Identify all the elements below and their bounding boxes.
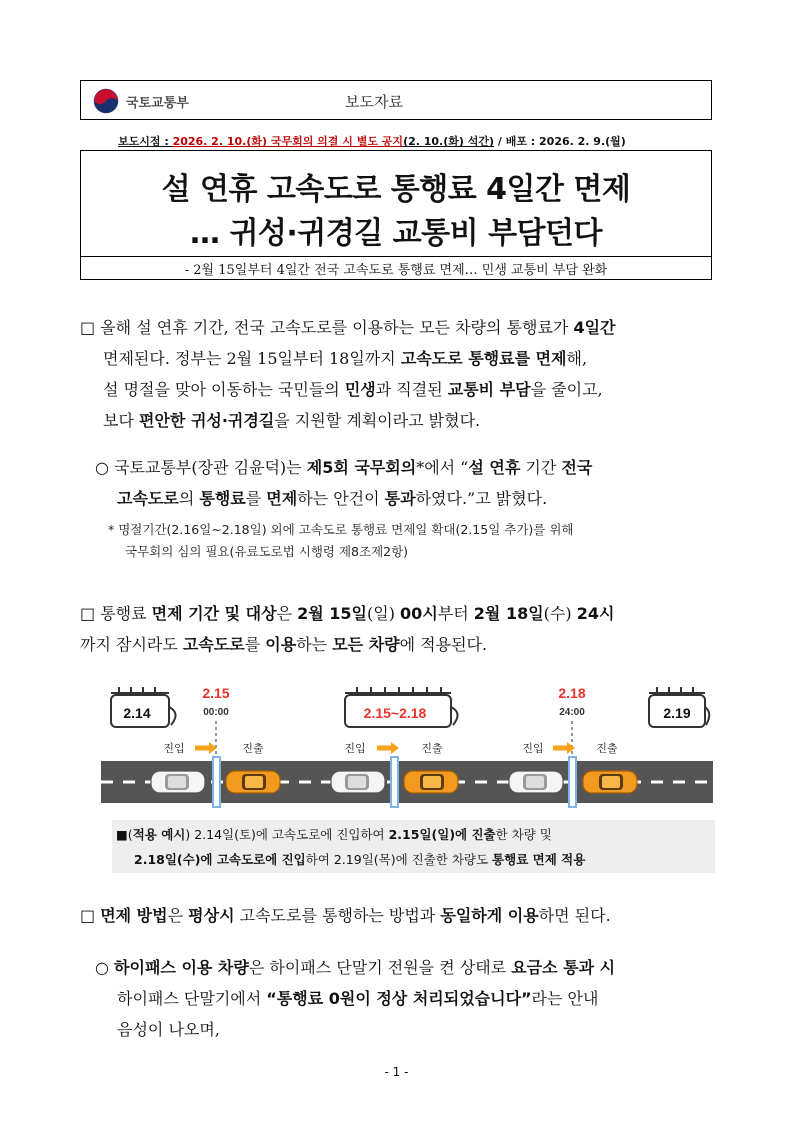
start-time: 00:00 — [203, 707, 229, 718]
ministry-name: 국토교통부 — [126, 96, 189, 111]
paragraph-period: □ 통행료 면제 기간 및 대상은 2월 15일(일) 00시부터 2월 18일(수) 24시 까지 잠시라도 고속도로를 이용하는 모든 차량에 적용된다. — [80, 604, 615, 654]
headline-line2: … 귀성·귀경길 교통비 부담던다 — [190, 216, 602, 251]
release-info — [118, 133, 626, 149]
calendar-right-label: 2.19 — [663, 705, 691, 721]
calendar-left-label: 2.14 — [123, 705, 151, 721]
release-date: 2026. 2. 10.(화) 국무회의 의결 시 별도 공지 — [172, 135, 404, 148]
toll-gate-2 — [391, 757, 398, 807]
enter-label-1: 진입 — [163, 743, 185, 755]
footnote: * 명절기간(2.16일~2.18일) 외에 고속도로 통행료 면제일 확대(2.15일 추가)를 위해 국무회의 심의 필요(유료도로법 시행령 제8조제2항) — [108, 522, 574, 559]
exit-label-3: 진출 — [596, 743, 618, 755]
exit-label-1: 진출 — [242, 743, 264, 755]
enter-label-2: 진입 — [344, 743, 366, 755]
calendar-mid-icon — [345, 687, 458, 727]
application-example: ■(적용 예시) 2.14일(토)에 고속도로에 진입하여 2.15일(일)에 진출한 차량 및 2.18일(수)에 고속도로에 진입하여 2.19일(목)에 진출한 차량도 통행료 면제 적용 — [112, 820, 715, 873]
exit-label-2: 진출 — [421, 743, 443, 755]
toll-gate-3 — [569, 757, 576, 807]
calendar-mid-label: 2.15~2.18 — [363, 705, 427, 721]
toll-exemption-diagram — [101, 681, 713, 811]
paragraph-hipass: ○ 하이패스 이용 차량은 하이패스 단말기 전원을 켠 상태로 요금소 통과 시 하이패스 단말기에서 “통행료 0원이 정상 처리되었습니다”라는 안내 음성이 나오며, — [95, 958, 616, 1039]
distribution-date: / 배포 : 2026. 2. 9.(월) — [494, 135, 626, 148]
document-type: 보도자료 — [345, 93, 403, 111]
headline-line1: 설 연휴 고속도로 통행료 4일간 면제 — [161, 172, 631, 207]
toll-gate-1 — [213, 757, 220, 807]
paragraph-intro: □ 올해 설 연휴 기간, 전국 고속도로를 이용하는 모든 차량의 통행료가 4일간 면제된다. 정부는 2월 15일부터 18일까지 고속도로 통행료를 면제해, 설 명절을 맞아 이동하는 국민들의 민생과 직결된 교통비 부담을 줄이고, 보다 편안한 귀성·귀경길을 지원할 계획이라고 밝혔다. — [80, 318, 616, 430]
government-logo-icon — [93, 88, 119, 114]
start-date: 2.15 — [202, 685, 230, 701]
subtitle: - 2월 15일부터 4일간 전국 고속도로 통행료 면제… 민생 교통비 부담 완화 — [184, 263, 608, 278]
paragraph-method: □ 면제 방법은 평상시 고속도로를 통행하는 방법과 동일하게 이용하면 된다. — [80, 906, 611, 925]
end-time: 24:00 — [559, 707, 585, 718]
enter-label-3: 진입 — [522, 743, 544, 755]
end-date: 2.18 — [558, 685, 586, 701]
calendar-left-icon — [111, 687, 176, 727]
calendar-right-icon — [649, 687, 709, 727]
paragraph-cabinet: ○ 국토교통부(장관 김윤덕)는 제5회 국무회의*에서 “설 연휴 기간 전국 고속도로의 통행료를 면제하는 안건이 통과하였다.”고 밝혔다. — [95, 458, 593, 508]
release-label: 보도시점 : — [118, 135, 173, 148]
page-number: - 1 - — [384, 1065, 409, 1079]
release-alt: (2. 10.(화) 석간) — [403, 135, 495, 148]
